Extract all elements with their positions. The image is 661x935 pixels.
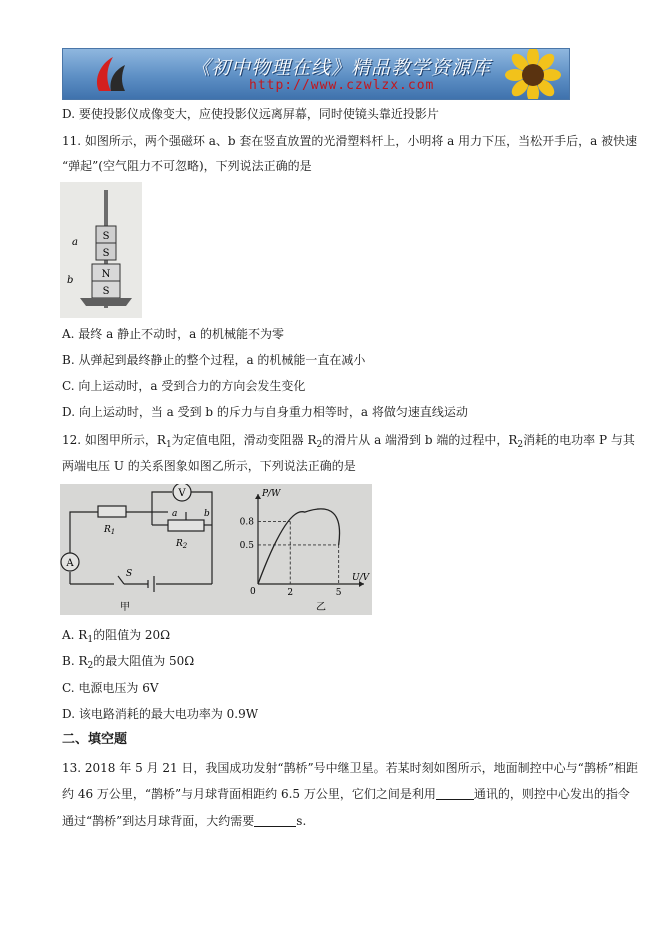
banner-title: 《初中物理在线》精品教学资源库 <box>191 57 492 79</box>
label-a: a <box>72 237 78 248</box>
q11-stem-line2: “弹起”(空气阻力不可忽略)，下列说法正确的是 <box>62 159 312 173</box>
r1-label: $R_1$ <box>104 525 116 536</box>
header-banner <box>62 48 570 100</box>
q12-option-b: B. $R_2$的最大阻值为 50Ω <box>62 654 195 671</box>
power-voltage-graph <box>240 489 371 598</box>
q11-option-d: D. 向上运动时，当 a 受到 b 的斥力与自身重力相等时，a 将做匀速直线运动 <box>62 405 468 419</box>
site-logo-icon <box>91 53 131 95</box>
ammeter-label: A <box>66 558 74 569</box>
q11-option-b: B. 从弹起到最终静止的整个过程，a 的机械能一直在减小 <box>62 353 366 367</box>
resistor-r1 <box>98 506 126 517</box>
q11-option-a: A. 最终 a 静止不动时，a 的机械能不为零 <box>62 327 285 341</box>
x-tick-label: 5 <box>335 588 342 598</box>
q12-option-d: D. 该电路消耗的最大电功率为 0.9W <box>62 707 259 721</box>
r2-label: $R_2$ <box>176 539 188 550</box>
q12-option-a: A. $R_1$的阻值为 20Ω <box>62 628 171 645</box>
magnet-a-top-pole: S <box>102 231 110 242</box>
q11-option-c: C. 向上运动时，a 受到合力的方向会发生变化 <box>62 379 306 393</box>
y-tick-label: 0.8 <box>239 517 254 528</box>
power-curve <box>258 509 340 584</box>
q12-stem-line1: 12. 如图甲所示，$R_1$为定值电阻，滑动变阻器 $R_2$的滑片从 a 端滑到 b 端的过程中，$R_2$消耗的电功率 P 与其 <box>62 433 635 450</box>
y-axis-arrow <box>255 494 261 499</box>
caption-jia: 甲 <box>120 602 130 613</box>
y-tick-label: 0.5 <box>239 540 254 551</box>
x-axis-label: U/V <box>352 573 370 583</box>
q13-line2: 约 46 万公里，“鹊桥”与月球背面相距约 6.5 万公里，它们之间是利用 通讯的，则控中心发出的指令 <box>62 787 630 801</box>
q13-line1: 13. 2018 年 5 月 21 日，我国成功发射“鹊桥”号中继卫星。若某时刻如图所示，地面制控中心与“鹊桥”相距 <box>62 761 638 775</box>
caption-yi: 乙 <box>316 602 326 613</box>
origin-label: 0 <box>250 587 256 597</box>
x-tick-label: 2 <box>287 588 294 598</box>
end-a-label: a <box>172 509 178 519</box>
q13-line3: 通过“鹊桥”到达月球背面，大约需要 s. <box>62 814 307 828</box>
q12-option-c: C. 电源电压为 6V <box>62 681 159 695</box>
rod-base <box>80 298 132 306</box>
circuit-diagram <box>70 484 212 592</box>
q10-option-d: D. 要使投影仪成像变大，应使投影仪远离屏幕，同时使镜头靠近投影片 <box>62 107 439 121</box>
blank-1[interactable] <box>436 787 474 800</box>
q12-stem-line2: 两端电压 U 的关系图象如图乙所示，下列说法正确的是 <box>62 459 356 473</box>
voltmeter-label: V <box>178 488 186 499</box>
y-axis-label: P/W <box>262 489 281 499</box>
magnet-a-bottom-pole: S <box>102 248 110 259</box>
q12-circuit-figure <box>60 484 372 615</box>
q11-stem-line1: 11. 如图所示，两个强磁环 a、b 套在竖直放置的光滑塑料杆上，小明将 a 用力下压，当松开手后，a 被快速 <box>62 134 638 148</box>
rheostat-r2 <box>168 520 204 531</box>
q11-magnet-figure <box>60 182 142 318</box>
end-b-label: b <box>204 509 210 519</box>
banner-url[interactable]: http://www.czwlzx.com <box>249 78 435 93</box>
switch-label: S <box>126 569 133 579</box>
blank-2[interactable] <box>254 814 296 827</box>
label-b: b <box>67 275 74 286</box>
magnet-b-bottom-pole: S <box>102 286 110 297</box>
section-heading: 二、填空题 <box>62 732 128 747</box>
magnet-b-top-pole: N <box>101 269 111 280</box>
sunflower-icon <box>503 48 563 100</box>
